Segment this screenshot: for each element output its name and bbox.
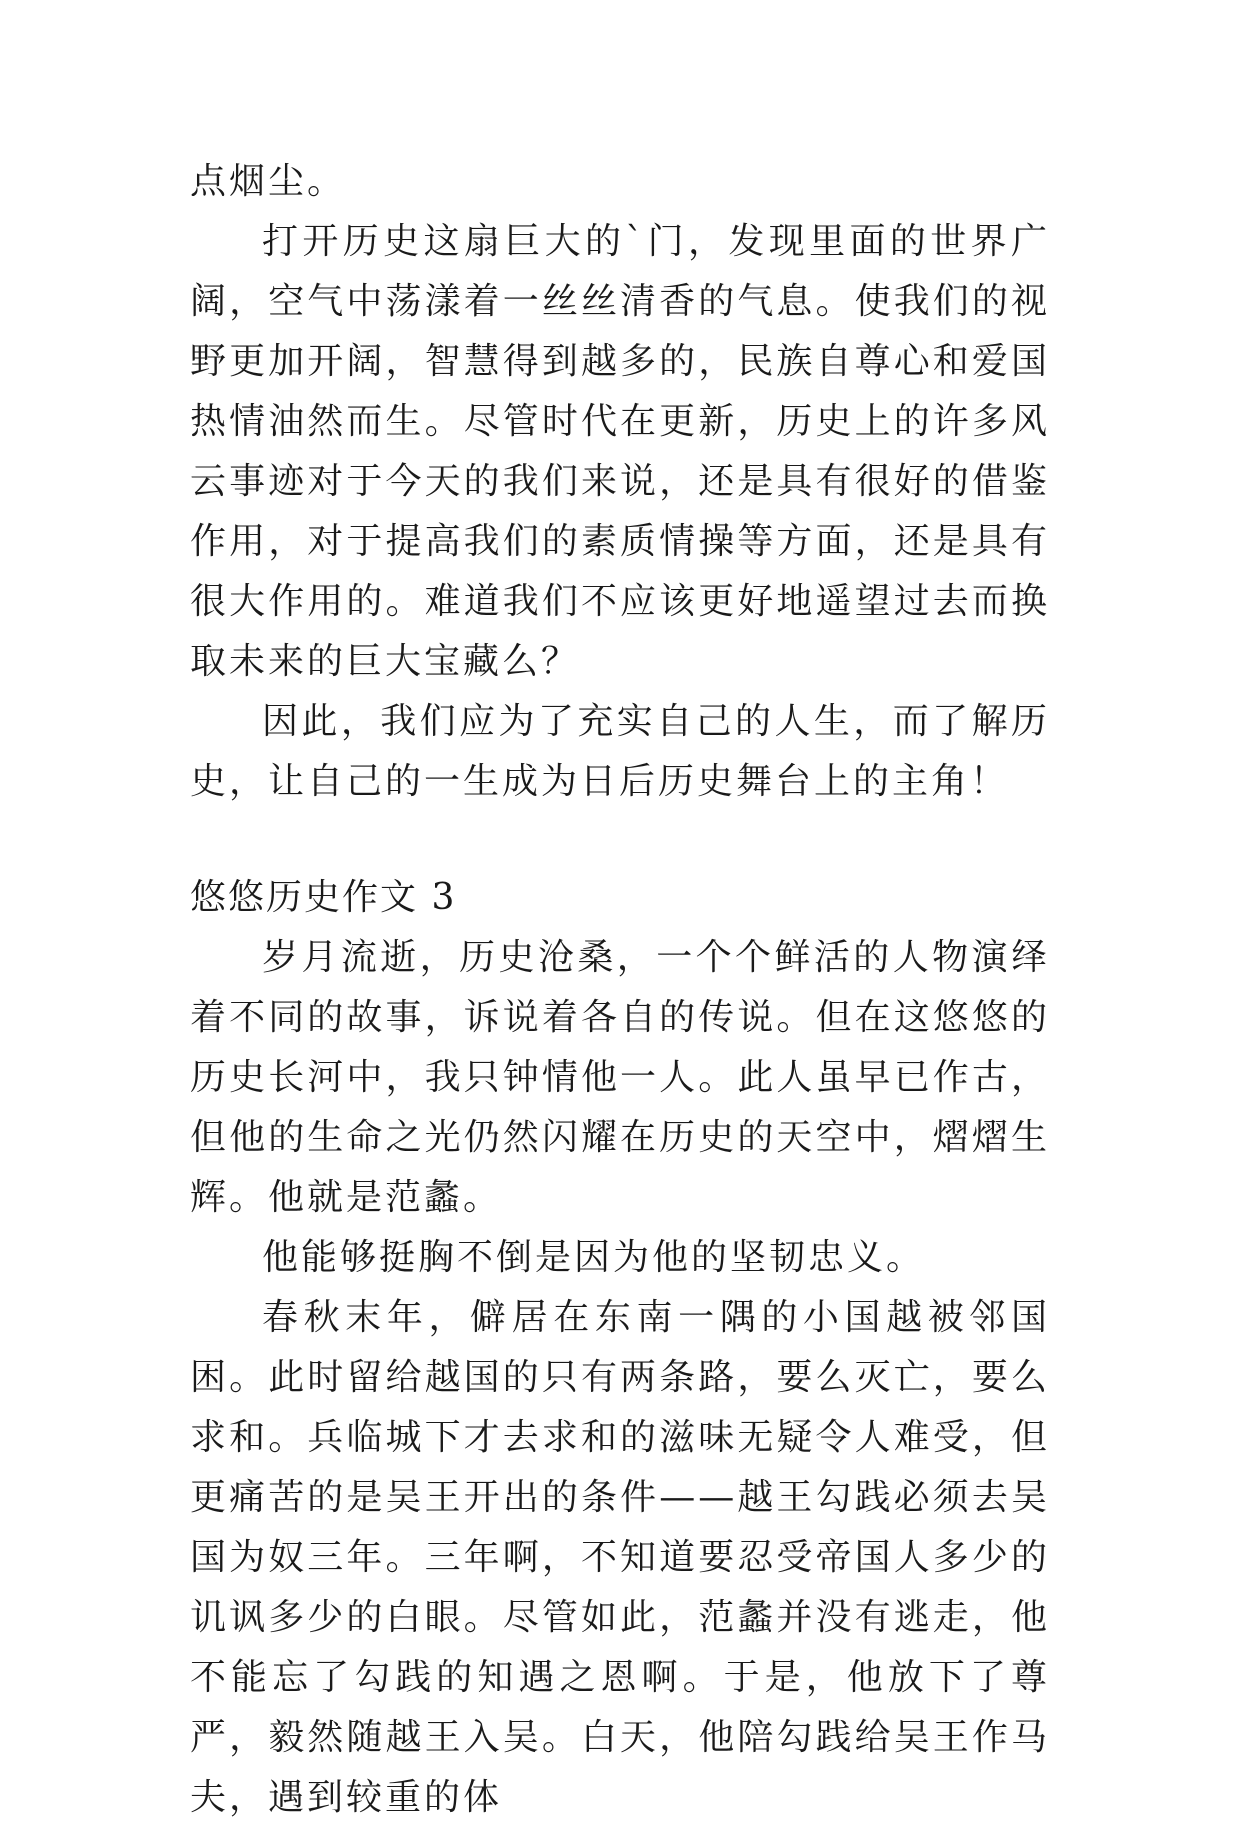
section-gap: [190, 812, 1050, 868]
essay-title: 悠悠历史作文 3: [190, 877, 457, 918]
paragraph-loyalty: 他能够挺胸不倒是因为他的坚韧忠义。: [262, 1237, 926, 1278]
paragraph-spring-autumn: 春秋末年，僻居在东南一隅的小国越被邻国困。此时留给越国的只有两条路，要么灭亡，要么求和。兵临城下才去求和的滋味无疑令人难受，但更痛苦的是吴王开出的条件——越王勾践必须去吴国为奴三年。三年啊，不知道要忍受帝国人多少的讥讽多少的白眼。尽管如此，范蠡并没有逃走，他不能忘了勾践的知遇之恩啊。于是，他放下了尊严，毅然随越王入吴。白天，他陪勾践给吴王作马夫，遇到较重的体: [190, 1297, 1050, 1818]
paragraph-history-door: 打开历史这扇巨大的`门，发现里面的世界广阔，空气中荡漾着一丝丝清香的气息。使我们的视野更加开阔，智慧得到越多的，民族自尊心和爱国热情油然而生。尽管时代在更新，历史上的许多风云事迹对于今天的我们来说，还是具有很好的借鉴作用，对于提高我们的素质情操等方面，还是具有很大作用的。难道我们不应该更好地遥望过去而换取未来的巨大宝藏么？: [190, 221, 1050, 682]
paragraph-continuation: 点烟尘。: [190, 161, 347, 202]
paragraph-conclusion: 因此，我们应为了充实自己的人生，而了解历史，让自己的一生成为日后历史舞台上的主角！: [190, 701, 1050, 802]
paragraph-intro-fanli: 岁月流逝，历史沧桑，一个个鲜活的人物演绎着不同的故事，诉说着各自的传说。但在这悠悠的历史长河中，我只钟情他一人。此人虽早已作古，但他的生命之光仍然闪耀在历史的天空中，熠熠生辉。他就是范蠡。: [190, 937, 1050, 1218]
document-body: [190, 152, 1050, 1828]
